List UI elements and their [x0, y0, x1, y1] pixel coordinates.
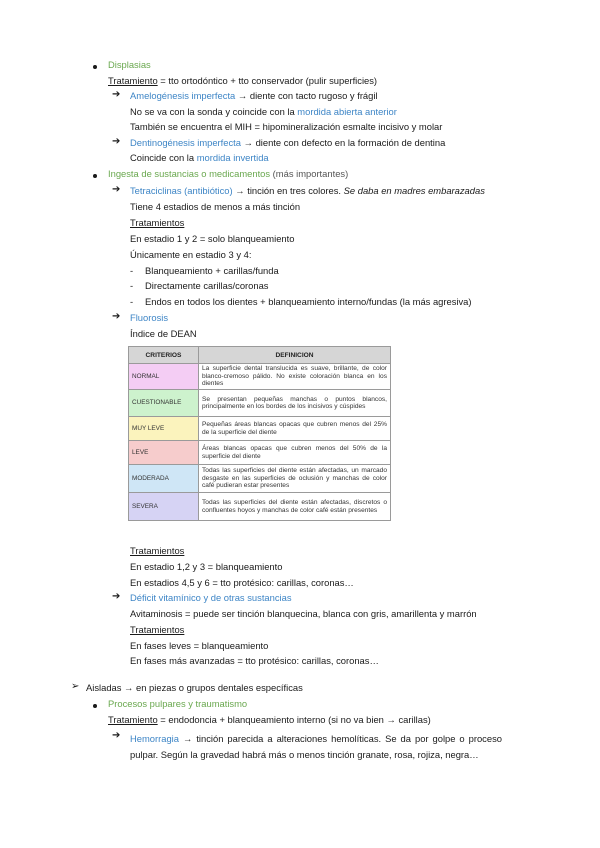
mordida-invertida-term: mordida invertida	[196, 152, 269, 163]
definicion-cell: Pequeñas áreas blancas opacas que cubren menos del 25% de la superficie del diente	[199, 417, 391, 441]
fluorosis-tratamientos-heading: Tratamientos	[130, 545, 185, 556]
tratamiento-text: = tto ortodóntico + tto conservador (pulir superficies)	[157, 75, 378, 86]
definicion-cell: Áreas blancas opacas que cubren menos del 50% de la superficie del diente	[199, 441, 391, 465]
deficit-tratamientos-heading: Tratamientos	[130, 624, 185, 635]
amelogenesis-term: Amelogénesis imperfecta	[130, 90, 236, 101]
table-row	[129, 493, 391, 521]
criterio-cell: MUY LEVE	[129, 417, 199, 441]
fases-avanzadas-line: En fases más avanzadas = tto protésico: carillas, coronas…	[130, 655, 379, 666]
definicion-cell: Todas las superficies del diente están afectadas, un marcado desgaste en las superficies de oclusión y manchas de color café pudieran estar presentes	[199, 465, 391, 493]
criterio-cell: MODERADA	[129, 465, 199, 493]
estadio12-line: En estadio 1 y 2 = solo blanqueamiento	[130, 233, 295, 244]
arrow-icon: ➔	[112, 136, 121, 147]
indice-dean: Índice de DEAN	[130, 328, 197, 339]
dentinogenesis-line	[130, 137, 445, 149]
amelogenesis-line2-text: No se va con la sonda y coincide con la	[130, 106, 298, 117]
list-item: Directamente carillas/coronas	[145, 280, 269, 291]
estadios-line: Tiene 4 estadios de menos a más tinción	[130, 201, 301, 212]
tetraciclinas-line	[130, 185, 485, 197]
procesos-tratamiento-label: Tratamiento	[108, 714, 158, 725]
dash-bullet: -	[130, 280, 134, 291]
table-header-row	[129, 347, 391, 364]
procesos-title: Procesos pulpares y traumatismo	[108, 698, 248, 709]
hemorragia-text: → tinción parecida a alteraciones hemolíticas. Se da por golpe o proceso pulpar. Según la gravedad habrá más o menos tinción granate, rosa, rojiza, negra…	[130, 733, 502, 760]
tetraciclinas-italic: Se daba en madres embarazadas	[343, 185, 485, 196]
tratamiento-label: Tratamiento	[108, 75, 158, 86]
bullet-icon	[93, 65, 97, 69]
ingesta-title: Ingesta de sustancias o medicamentos	[108, 168, 271, 179]
avitaminosis-line: Avitaminosis = puede ser tinción blanquecina, blanca con gris, amarillenta y marrón	[130, 608, 477, 619]
hemorragia-paragraph	[130, 731, 502, 762]
table-row	[129, 441, 391, 465]
dentinogenesis-line2-text: Coincide con la	[130, 152, 197, 163]
amelogenesis-line2	[130, 106, 397, 118]
arrow-icon: ➔	[112, 184, 121, 195]
bullet-icon	[93, 704, 97, 708]
dentinogenesis-term: Dentinogénesis imperfecta	[130, 137, 241, 148]
table-header: CRITERIOS	[129, 347, 199, 364]
table-row	[129, 364, 391, 390]
dash-bullet: -	[130, 296, 134, 307]
tetraciclinas-term: Tetraciclinas (antibiótico)	[130, 185, 233, 196]
definicion-cell: Se presentan pequeñas manchas o puntos blancos, principalmente en los bordes de los incisivos y cúspides	[199, 390, 391, 417]
arrow-icon: ➔	[112, 591, 121, 602]
definicion-cell: Todas las superficies del diente están afectadas, discretos o confluentes hoyos y manchas de color café están presentes	[199, 493, 391, 521]
list-item: Endos en todos los dientes + blanqueamiento interno/fundas (la más agresiva)	[145, 296, 472, 307]
list-item: Blanqueamiento + carillas/funda	[145, 265, 279, 276]
amelogenesis-line	[130, 90, 378, 102]
ingesta-title-suffix: (más importantes)	[270, 168, 349, 179]
criterio-cell: SEVERA	[129, 493, 199, 521]
dash-bullet: -	[130, 265, 134, 276]
bullet-icon	[93, 174, 97, 178]
tetraciclinas-text: → tinción en tres colores.	[232, 185, 344, 196]
displasias-tratamiento	[108, 75, 377, 87]
unicamente-line: Únicamente en estadio 3 y 4:	[130, 249, 252, 260]
dentinogenesis-line2	[130, 152, 269, 164]
fluorosis-estadios456: En estadios 4,5 y 6 = tto protésico: carillas, coronas…	[130, 577, 354, 588]
fases-leves-line: En fases leves = blanqueamiento	[130, 640, 269, 651]
arrowhead-bullet-icon: ➢	[71, 681, 80, 692]
definicion-cell: La superficie dental translucida es suave, brillante, de color blanco-cremoso pálido. No existe coloración blanca en los dientes	[199, 364, 391, 390]
deficit-term: Déficit vitamínico y de otras sustancias	[130, 592, 292, 603]
arrow-icon: ➔	[112, 730, 121, 741]
fluorosis-term: Fluorosis	[130, 312, 169, 323]
fluorosis-estadio123: En estadio 1,2 y 3 = blanqueamiento	[130, 561, 283, 572]
criterio-cell: NORMAL	[129, 364, 199, 390]
criterio-cell: CUESTIONABLE	[129, 390, 199, 417]
ingesta-title-line	[108, 168, 348, 180]
dentinogenesis-text: → diente con defecto en la formación de dentina	[241, 137, 446, 148]
mordida-abierta-term: mordida abierta anterior	[297, 106, 397, 117]
arrow-icon: ➔	[112, 311, 121, 322]
procesos-tratamiento	[108, 714, 431, 726]
table-row	[129, 417, 391, 441]
table-header: DEFINICION	[199, 347, 391, 364]
hemorragia-term: Hemorragia	[130, 733, 179, 744]
displasias-title: Displasias	[108, 59, 151, 70]
amelogenesis-line3: También se encuentra el MIH = hipomineralización esmalte incisivo y molar	[130, 121, 443, 132]
aisladas-title: Aisladas → en piezas o grupos dentales específicas	[86, 682, 303, 693]
tratamientos-heading: Tratamientos	[130, 217, 185, 228]
procesos-tratamiento-text: = endodoncia + blanqueamiento interno (si no va bien → carillas)	[157, 714, 431, 725]
table-row	[129, 465, 391, 493]
table-row	[129, 390, 391, 417]
criterio-cell: LEVE	[129, 441, 199, 465]
dean-index-table	[128, 346, 391, 521]
amelogenesis-text: → diente con tacto rugoso y frágil	[235, 90, 378, 101]
arrow-icon: ➔	[112, 89, 121, 100]
